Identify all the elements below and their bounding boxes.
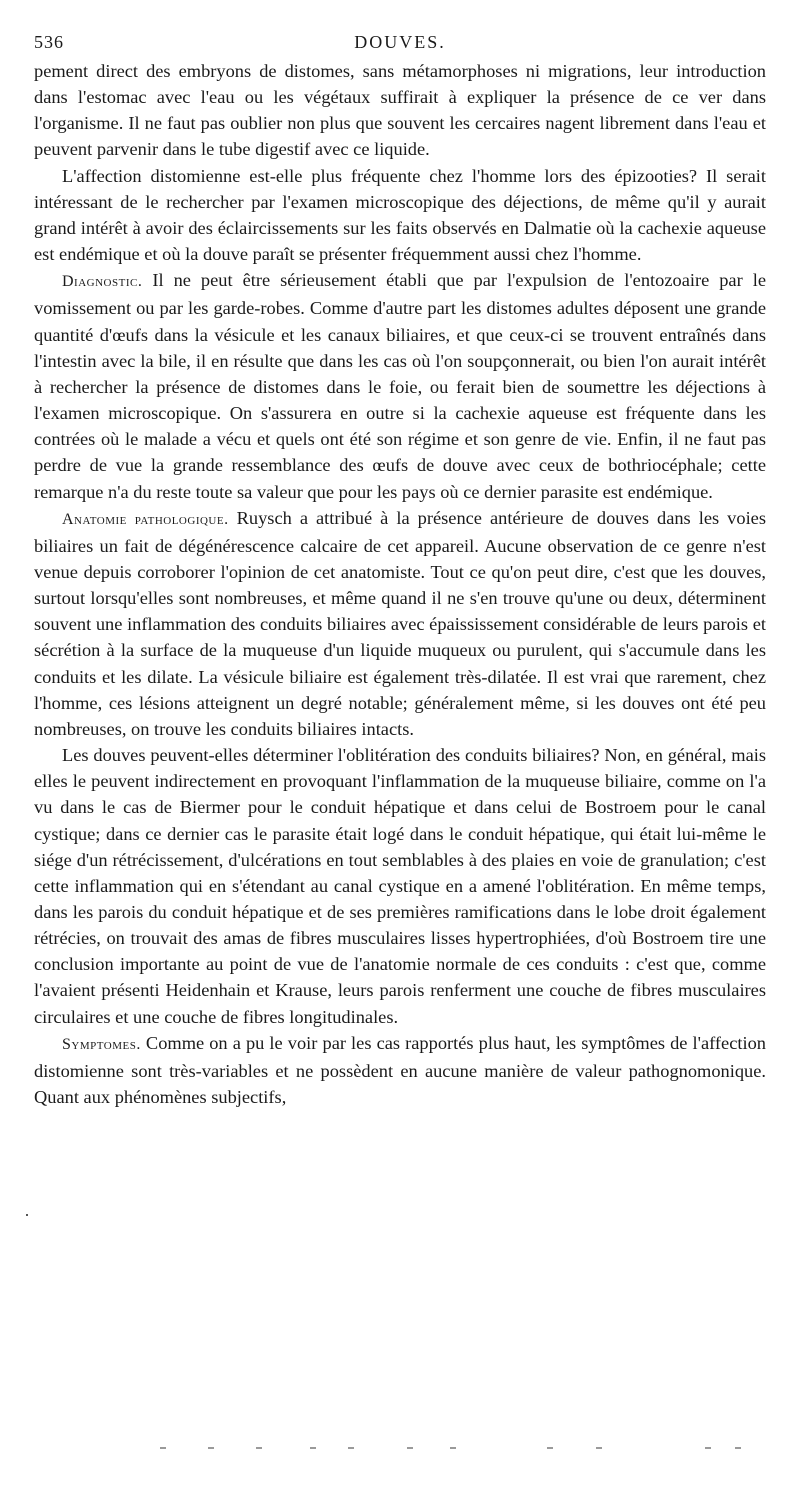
speck <box>735 1447 741 1449</box>
scan-specks <box>160 1445 760 1451</box>
paragraph-text: Les douves peuvent-elles déterminer l'oblitération des conduits biliaires? Non, en général, mais elles le peuvent indirectement en provoquant l'inflammation de la muqueuse biliaire, comme on l'a vu dans le cas de Biermer pour le conduit hépatique et dans celui de Bostroem pour le canal cystique; dans ce dernier cas le parasite était logé dans le conduit hépatique, qui était lui-même le siége d'un rétrécissement, d'ulcérations en tout semblables à des plaies en voie de granulation; c'est cette inflammation qui en s'étendant au canal cystique en a amené l'oblitération. En même temps, dans les parois du conduit hépatique et de ses premières ramifications dans le lobe droit également rétrécies, on trouvait des amas de fibres musculaires lisses hypertrophiées, d'où Bostroem tire une conclusion importante au point de vue de l'anatomie normale de ces conduits : c'est que, comme l'avaient présenti Heidenhain et Krause, leurs parois renferment une couche de fibres musculaires circulaires et une couche de fibres longitudinales. <box>34 745 766 1027</box>
margin-speck <box>26 1214 28 1216</box>
body-text <box>34 58 766 1110</box>
book-page <box>34 30 766 1110</box>
speck <box>705 1447 711 1449</box>
page-number: 536 <box>34 32 64 52</box>
paragraph-text: pement direct des embryons de distomes, sans métamorphoses ni migrations, leur introduction dans l'estomac avec l'eau ou les végétaux suffirait à expliquer la présence de ce ver dans l'organisme. Il ne faut pas oublier non plus que souvent les cercaires nagent librement dans l'eau et peuvent parvenir dans le tube digestif avec ce liquide. <box>34 61 766 160</box>
speck <box>256 1447 262 1449</box>
running-head: DOUVES. <box>354 32 446 52</box>
speck <box>547 1447 553 1449</box>
section-heading: Symptomes. <box>62 1035 141 1053</box>
speck <box>160 1447 166 1449</box>
speck <box>450 1447 456 1449</box>
paragraph-text: Il ne peut être sérieusement établi que par l'expulsion de l'entozoaire par le vomissement ou par les garde-robes. Comme d'autre part les distomes adultes déposent une grande quantité d'œufs dans la vésicule et les canaux biliaires, et que ceux-ci se trouvent entraînés dans l'intestin avec la bile, il en résulte que dans les cas où l'on soupçonnerait, ou bien l'on aurait intérêt à rechercher la présence de distomes dans le foie, ou ferait bien de soumettre les déjections à l'examen microscopique. On s'assurera en outre si la cachexie aqueuse est fréquente dans les contrées où le malade a vécu et quels ont été son régime et son genre de vie. Enfin, il ne faut pas perdre de vue la grande ressemblance des œufs de douve avec ceux de bothriocéphale; cette remarque n'a du reste toute sa valeur que pour les pays où ce dernier parasite est endémique. <box>34 270 766 502</box>
section-diagnostic <box>34 267 766 504</box>
paragraph-text: Comme on a pu le voir par les cas rapportés plus haut, les symptômes de l'affection distomienne sont très-variables et ne possèdent en aucune manière de valeur pathognomonique. Quant aux phénomènes subjectifs, <box>34 1032 766 1108</box>
paragraph-text: L'affection distomienne est-elle plus fréquente chez l'homme lors des épizooties? Il serait intéressant de le rechercher par l'examen microscopique des déjections, de même qu'il y aurait grand intérêt à avoir des éclaircissements sur les faits observés en Dalmatie où la cachexie aqueuse est endémique et où la douve paraît se présenter fréquemment aussi chez l'homme. <box>34 165 766 265</box>
speck <box>208 1447 214 1449</box>
speck <box>348 1447 354 1449</box>
speck <box>407 1447 413 1449</box>
paragraph-continued <box>34 58 766 163</box>
section-heading: Anatomie pathologique. <box>62 510 229 528</box>
paragraph-epizooties <box>34 163 766 268</box>
paragraph-obliteration <box>34 742 766 1030</box>
speck <box>310 1447 316 1449</box>
page-header <box>34 30 766 58</box>
paragraph-text: Ruysch a attribué à la présence antérieure de douves dans les voies biliaires un fait de dégénérescence calcaire de cet appareil. Aucune observation de ce genre n'est venue depuis corroborer l'opinion de cet anatomiste. Tout ce qu'on peut dire, c'est que les douves, surtout lorsqu'elles sont nombreuses, et même quand il ne s'en trouve qu'une ou deux, déterminent souvent une inflammation des conduits biliaires avec épaississement considérable de leurs parois et sécrétion à la surface de la muqueuse d'un liquide muqueux ou purulent, qui s'accumule dans les conduits et les dilate. La vésicule biliaire est également très-dilatée. Il est vrai que rarement, chez l'homme, ces lésions atteignent un degré notable; généralement même, si les douves ont été peu nombreuses, on trouve les conduits biliaires intacts. <box>34 507 767 739</box>
section-symptomes <box>34 1030 766 1110</box>
speck <box>596 1447 602 1449</box>
section-heading: Diagnostic. <box>62 273 143 291</box>
section-anatomie-pathologique <box>34 505 766 742</box>
